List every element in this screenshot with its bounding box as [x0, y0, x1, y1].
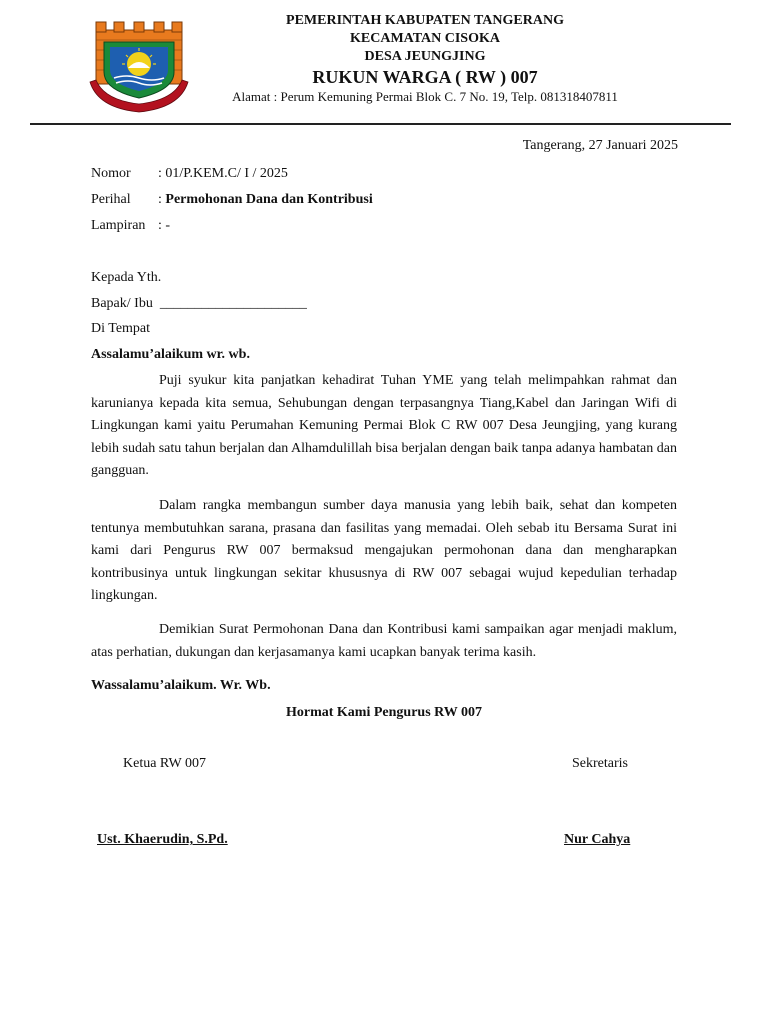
- recipient-name-line: Bapak/ Ibu _____________________: [91, 296, 307, 311]
- secretary-name: Nur Cahya: [564, 832, 631, 847]
- letterhead-government: PEMERINTAH KABUPATEN TANGERANG: [286, 13, 564, 28]
- chair-name: Ust. Khaerudin, S.Pd.: [97, 832, 228, 847]
- closing: Wassalamu’alaikum. Wr. Wb.: [91, 678, 271, 693]
- lampiran-value: : -: [158, 218, 171, 233]
- greeting: Assalamu’alaikum wr. wb.: [91, 347, 250, 362]
- body-paragraph: Demikian Surat Permohonan Dana dan Kontribusi kami sampaikan agar menjadi maklum, atas perhatian, dukungan dan kerjasamanya kami ucapkan banyak terima kasih.: [91, 622, 677, 660]
- body-paragraph: Dalam rangka membangun sumber daya manusia yang lebih baik, sehat dan kompeten tentunya membutuhkan sarana, prasana dan fasilitas yang memadai. Oleh sebab itu Bersama Surat ini kami dari Pengurus RW 007 bermaksud mengajukan permohonan dana dan mengharapkan kontribusinya untuk lingkungan sekitar khususnya di RW 007 sebagai wujud kepedulian terhadap lingkungan.: [91, 498, 677, 603]
- letterhead-village: DESA JEUNGJING: [364, 49, 486, 64]
- recipient-place: Di Tempat: [91, 321, 151, 336]
- lampiran-label: Lampiran: [91, 218, 146, 233]
- recipient-line: Kepada Yth.: [91, 270, 162, 285]
- secretary-title: Sekretaris: [572, 756, 628, 771]
- letterhead-divider: [30, 123, 731, 125]
- letterhead-district: KECAMATAN CISOKA: [350, 31, 500, 46]
- body-paragraph: Puji syukur kita panjatkan kehadirat Tuhan YME yang telah melimpahkan rahmat dan karunianya kepada kita semua, Sehubungan dengan terpasangnya Tiang,Kabel dan Jaringan Wifi di Lingkungan kami yaitu Perumahan Kemuning Permai Blok C RW 007 Desa Jeungjing, yang kurang lebih sudah satu tahun berjalan dan Alhamdulillah bisa berjalan dengan baik tanpa adanya hambatan dan gangguan.: [91, 373, 677, 478]
- perihal-label: Perihal: [91, 192, 131, 207]
- perihal-value: : Permohonan Dana dan Kontribusi: [158, 192, 373, 207]
- nomor-value: : 01/P.KEM.C/ I / 2025: [158, 166, 288, 181]
- letterhead-organization: RUKUN WARGA ( RW ) 007: [312, 67, 538, 87]
- signoff: Hormat Kami Pengurus RW 007: [285, 705, 483, 720]
- letterhead-address: Alamat : Perum Kemuning Permai Blok C. 7 No. 19, Telp. 081318407811: [232, 89, 618, 104]
- letter-date: Tangerang, 27 Januari 2025: [522, 138, 678, 153]
- nomor-label: Nomor: [91, 166, 131, 181]
- chair-title: Ketua RW 007: [123, 756, 206, 771]
